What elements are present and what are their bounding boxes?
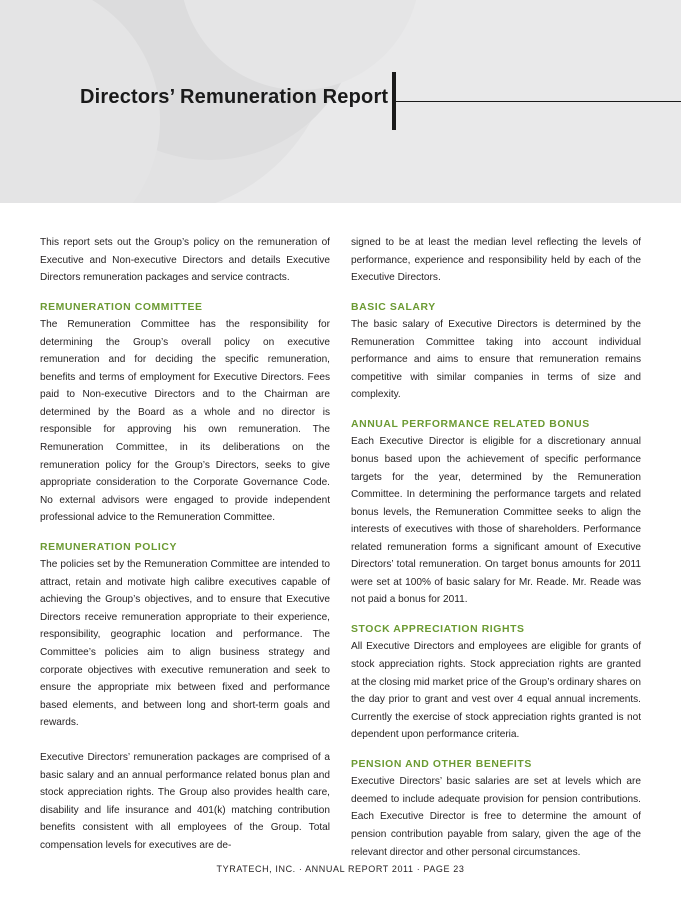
left-column	[40, 234, 330, 855]
section-body-remuneration-packages: Executive Directors’ remuneration packages are comprised of a basic salary and an annual performance related bonus plan and stock appreciation rights. The Group also provides health care, disability and life insurance and 401(k) matching contribution benefits consistent with all employees of the Group. Total compensation levels for executives are de-	[40, 752, 330, 851]
header-band	[0, 0, 681, 203]
section-heading-stock-appreciation-rights: STOCK APPRECIATION RIGHTS	[351, 623, 525, 635]
page-title: Directors’ Remuneration Report	[80, 86, 389, 108]
section-heading-pension: PENSION AND OTHER BENEFITS	[351, 758, 532, 770]
right-column	[351, 234, 641, 861]
section-body-stock-appreciation-rights: All Executive Directors and employees are eligible for grants of stock appreciation rights. Stock appreciation rights are granted at the closing mid market price of the Group’s ordinary shares on the day prior to grant and vest over 4 equal annual increments. Currently the exercise of stock appreciation rights granted is not dependent upon performance criteria.	[351, 641, 641, 741]
intro-paragraph: This report sets out the Group’s policy on the remuneration of Executive and Non-executive Directors and details Executive Directors remuneration packages and service contracts.	[40, 237, 330, 284]
section-body-annual-bonus: Each Executive Director is eligible for a discretionary annual bonus based upon the achievement of specific performance targets for the year, determined by the Remuneration Committee. In determining the performance targets and related bonus levels, the Remuneration Committee seeks to align the interests of executives with those of shareholders. Performance related remuneration forms a significant amount of Executive Directors’ total remuneration. On target bonus amounts for 2011 were set at 100% of basic salary for Mr. Reade. Mr. Reade was not paid a bonus for 2011.	[351, 436, 641, 606]
title-horizontal-rule	[394, 101, 681, 102]
section-body-remuneration-policy: The policies set by the Remuneration Committee are intended to attract, retain and motivate high calibre executives capable of achieving the Group’s objectives, and to ensure that Executive Directors receive remuneration appropriate to their experience, responsibility, geographic location and performance. The Committee’s policies aim to align business strategy and corporate objectives with executive remuneration and seek to ensure the appropriate mix between fixed and performance based elements, and between long and short-term goals and rewards.	[40, 559, 330, 729]
section-heading-basic-salary: BASIC SALARY	[351, 301, 436, 313]
section-body-remuneration-committee: The Remuneration Committee has the responsibility for determining the Group’s overall policy on executive remuneration and for deciding the specific remuneration, benefits and terms of employment for Executive Directors. Fees paid to Non-executive Directors and to the Chairman are determined by the Board as a whole and no director is responsible for approving his own remuneration. The Remuneration Committee, in its deliberations on the remuneration policy for the Group’s Directors, seeks to give appropriate consideration to the Corporate Governance Code. No external advisors were engaged to provide independent professional advice to the Remuneration Committee.	[40, 319, 330, 524]
section-heading-remuneration-policy: REMUNERATION POLICY	[40, 541, 178, 553]
section-heading-annual-bonus: ANNUAL PERFORMANCE RELATED BONUS	[351, 418, 590, 430]
continuation-paragraph: signed to be at least the median level reflecting the levels of performance, experience and responsibility held by each of the Executive Directors.	[351, 237, 641, 284]
section-body-pension: Executive Directors’ basic salaries are set at levels which are deemed to include adequate provision for pension contributions. Each Executive Director is free to determine the amount of pension contribution payable from salary, given the age of the relevant director and other personal circumstances.	[351, 776, 641, 858]
section-heading-remuneration-committee: REMUNERATION COMMITTEE	[40, 301, 203, 313]
section-body-basic-salary: The basic salary of Executive Directors is determined by the Remuneration Committee taking into account individual performance and aims to ensure that remuneration remains competitive with similar companies in terms of size and complexity.	[351, 319, 641, 401]
page-footer: TYRATECH, INC. · ANNUAL REPORT 2011 · PAGE 23	[216, 864, 465, 874]
